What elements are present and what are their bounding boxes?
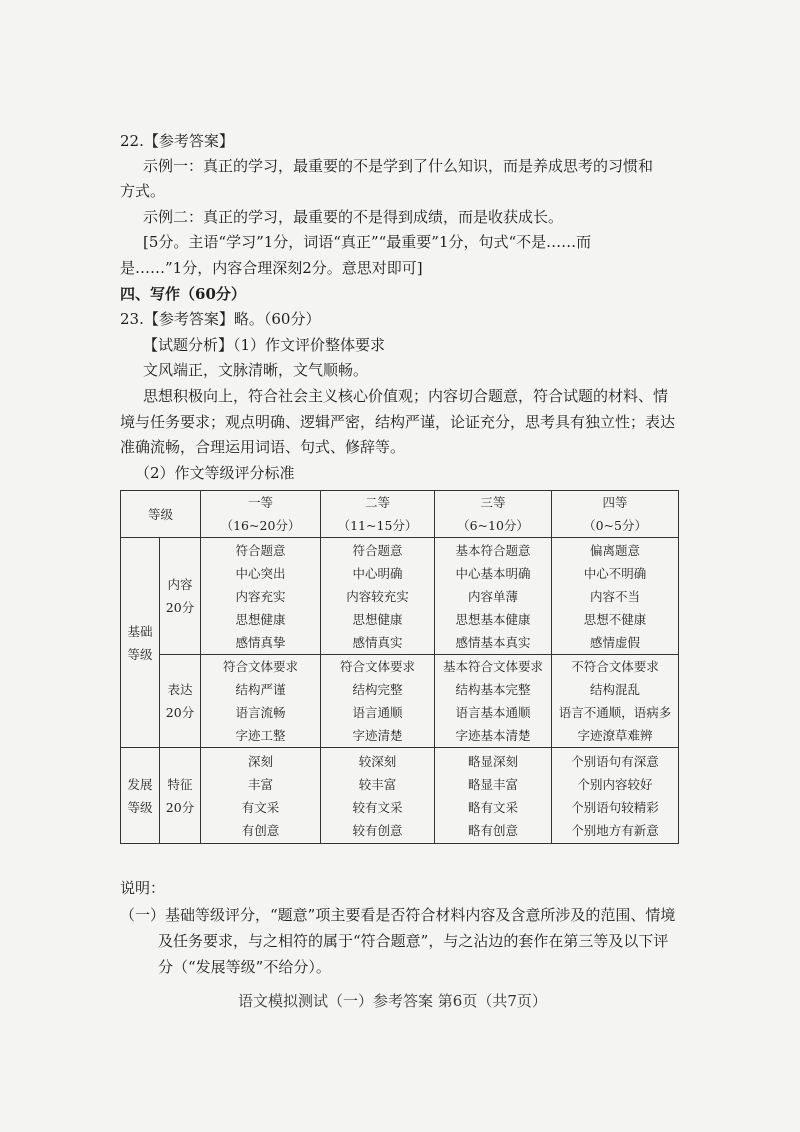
q22-example1-line2: 方式。 [120, 182, 166, 200]
content-grade-4-cell: 偏离题意 中心不明确 内容不当 思想不健康 感情虚假 [552, 538, 679, 655]
q23-requirement-2-line1: 思想积极向上，符合社会主义核心价值观；内容切合题意，符合试题的材料、情 [143, 387, 669, 405]
section4-title: 四、写作（60分） [120, 285, 246, 303]
expression-grade-4-cell: 不符合文体要求 结构混乱 语言不通顺，语病多 字迹潦草难辨 [552, 655, 679, 748]
expression-grade-2-cell: 符合文体要求 结构完整 语言通顺 字迹清楚 [321, 655, 435, 748]
content-row [121, 538, 679, 655]
notes-item1-line2: 及任务要求，与之相符的属于“符合题意”，与之沾边的套作在第三等及以下评 [158, 932, 669, 950]
notes-title: 说明： [120, 879, 166, 897]
q23-analysis-title: 【试题分析】（1）作文评价整体要求 [143, 336, 386, 354]
grade-4-header: 四等 （0~5分） [552, 491, 679, 538]
feature-grade-4-cell: 个别语句有深意 个别内容较好 个别语句较精彩 个别地方有新意 [552, 748, 679, 844]
content-grade-3-cell: 基本符合题意 中心基本明确 内容单薄 思想基本健康 感情基本真实 [435, 538, 552, 655]
notes-item1-line3: 分（“发展等级”不给分）。 [158, 958, 331, 976]
feature-label: 特征 20分 [160, 748, 201, 844]
content-grade-2-cell: 符合题意 中心明确 内容较充实 思想健康 感情真实 [321, 538, 435, 655]
feature-grade-3-cell: 略显深刻 略显丰富 略有文采 略有创意 [435, 748, 552, 844]
feature-row [121, 748, 679, 844]
grade-2-header: 二等 （11~15分） [321, 491, 435, 538]
page-footer: 语文模拟测试（一）参考答案 第6页（共7页） [238, 992, 547, 1010]
expression-row [121, 655, 679, 748]
development-level-label: 发展 等级 [121, 748, 160, 844]
expression-label: 表达 20分 [160, 655, 201, 748]
q23-standard-title: （2）作文等级评分标准 [135, 464, 295, 482]
q22-example2: 示例二：真正的学习，最重要的不是得到成绩，而是收获成长。 [143, 208, 564, 226]
grade-3-header: 三等 （6~10分） [435, 491, 552, 538]
notes-item1-line1: （一）基础等级评分，“题意”项主要看是否符合材料内容及含意所涉及的范围、情境 [120, 906, 676, 924]
q23-requirement-2-line3: 准确流畅，合理运用词语、句式、修辞等。 [120, 438, 406, 456]
q22-scoring-line1: [5分。主语“学习”1分，词语“真正”“最重要”1分，句式“不是……而 [143, 233, 592, 251]
q23-requirement-2-line2: 境与任务要求；观点明确、逻辑严密，结构严谨，论证充分，思考具有独立性；表达 [120, 413, 676, 431]
expression-grade-3-cell: 基本符合文体要求 结构基本完整 语言基本通顺 字迹基本清楚 [435, 655, 552, 748]
feature-grade-1-cell: 深刻 丰富 有文采 有创意 [201, 748, 321, 844]
q22-header: 22.【参考答案】 [120, 132, 234, 150]
grade-header-label: 等级 [121, 491, 201, 538]
q22-scoring-line2: 是……”1分，内容合理深刻2分。意思对即可] [120, 259, 423, 277]
feature-grade-2-cell: 较深刻 较丰富 较有文采 较有创意 [321, 748, 435, 844]
expression-grade-1-cell: 符合文体要求 结构严谨 语言流畅 字迹工整 [201, 655, 321, 748]
q22-example1-line1: 示例一：真正的学习，最重要的不是学到了什么知识，而是养成思考的习惯和 [143, 157, 654, 175]
table-header-row [121, 491, 679, 538]
q23-requirement-1: 文风端正，文脉清晰，文气顺畅。 [143, 361, 369, 379]
grading-standard-table [120, 490, 679, 844]
content-label: 内容 20分 [160, 538, 201, 655]
content-grade-1-cell: 符合题意 中心突出 内容充实 思想健康 感情真挚 [201, 538, 321, 655]
q23-header: 23.【参考答案】略。（60分） [120, 310, 321, 328]
grade-1-header: 一等 （16~20分） [201, 491, 321, 538]
basic-level-label: 基础 等级 [121, 538, 160, 748]
